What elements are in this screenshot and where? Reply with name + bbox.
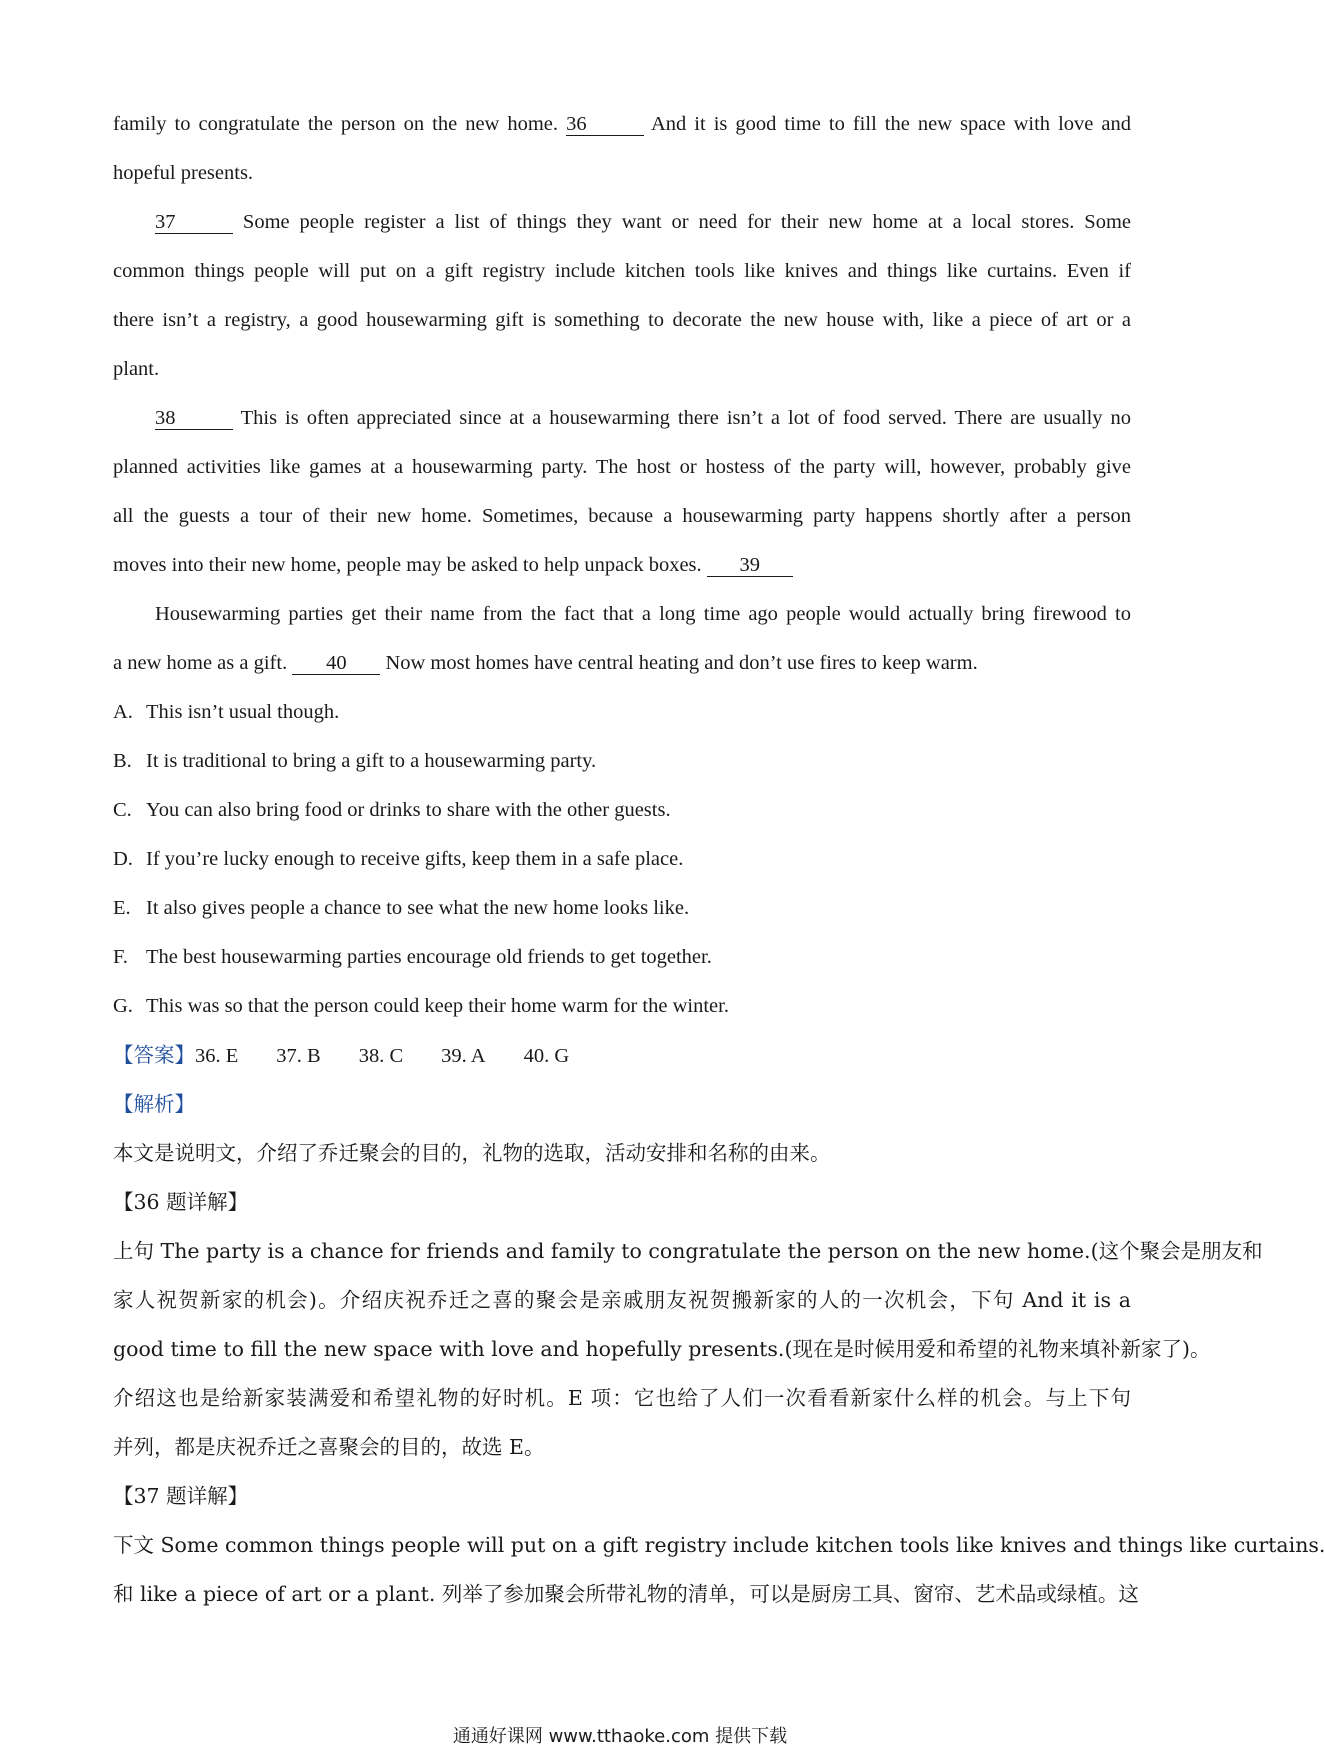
answer-item: 38. C [358, 1045, 404, 1067]
analysis-line: 并列，都是庆祝乔迁之喜聚会的目的，故选 E。 [113, 1435, 545, 1459]
page-footer: 通通好课网 www.tthaoke.com 提供下载 [452, 1726, 788, 1747]
answer-item: 39. A [441, 1045, 486, 1067]
option-letter: C. [113, 799, 132, 821]
option-letter: G. [113, 995, 133, 1017]
option-text: This was so that the person could keep their home warm for the winter. [146, 995, 729, 1017]
answer-item: 37. B [276, 1045, 321, 1067]
passage-text: This is often appreciated since at a housewarming there isn’t a lot of food served. There are usually no [233, 407, 1131, 429]
option-text: It is traditional to bring a gift to a housewarming party. [146, 750, 597, 772]
blank-36: 36 [566, 113, 644, 136]
analysis-line: good time to fill the new space with love and hopefully presents.(现在是时候用爱和希望的礼物来填补新家了)。 [113, 1337, 1211, 1361]
passage-text: moves into their new home, people may be asked to help unpack boxes. [113, 554, 707, 576]
q37-title: 【37 题详解】 [113, 1484, 249, 1508]
passage-line [113, 394, 1131, 443]
option-text: If you’re lucky enough to receive gifts, keep them in a safe place. [146, 848, 684, 870]
option-item [113, 982, 1131, 1031]
answer-key-line [113, 1031, 1131, 1080]
analysis-line: 下文 Some common things people will put on a gift registry include kitchen tools like knives and things like curtains. [113, 1533, 1325, 1557]
analysis-summary: 本文是说明文，介绍了乔迁聚会的目的，礼物的选取，活动安排和名称的由来。 [113, 1141, 831, 1165]
option-text: This isn’t usual though. [146, 701, 340, 723]
analysis-line: 家人祝贺新家的机会)。介绍庆祝乔迁之喜的聚会是亲戚朋友祝贺搬新家的人的一次机会，下句 And it is a [113, 1288, 1131, 1312]
passage-line: plant. [113, 358, 160, 380]
option-item [113, 688, 1131, 737]
option-item [113, 884, 1131, 933]
passage-text: family to congratulate the person on the new home. [113, 113, 567, 135]
option-item [113, 835, 1131, 884]
passage-line [113, 541, 1131, 590]
blank-39: 39 [707, 554, 793, 577]
option-text: The best housewarming parties encourage old friends to get together. [146, 946, 712, 968]
blank-40: 40 [292, 652, 380, 675]
analysis-line: 上句 The party is a chance for friends and family to congratulate the person on the new home.(这个聚会是朋友和 [113, 1239, 1263, 1263]
passage-line: hopeful presents. [113, 162, 254, 184]
answer-label: 【答案】 [113, 1043, 195, 1067]
blank-38: 38 [155, 407, 233, 430]
q36-title: 【36 题详解】 [113, 1190, 249, 1214]
passage-line [113, 639, 1131, 688]
answer-item: 40. G [523, 1045, 570, 1067]
option-letter: E. [113, 897, 131, 919]
passage-text: And it is good time to fill the new space with love and [644, 113, 1131, 135]
analysis-line: 和 like a piece of art or a plant. 列举了参加聚会所带礼物的清单，可以是厨房工具、窗帘、艺术品或绿植。这 [113, 1582, 1139, 1606]
answer-item: 36. E [195, 1045, 239, 1067]
option-text: It also gives people a chance to see what the new home looks like. [146, 897, 690, 919]
option-item [113, 737, 1131, 786]
passage-text: a new home as a gift. [113, 652, 293, 674]
passage-line: planned activities like games at a housewarming party. The host or hostess of the party will, however, probably give [113, 456, 1131, 478]
passage-line [113, 100, 1131, 149]
passage-line: common things people will put on a gift registry include kitchen tools like knives and things like curtains. Even if [113, 260, 1131, 282]
option-text: You can also bring food or drinks to share with the other guests. [146, 799, 671, 821]
passage-text: Some people register a list of things they want or need for their new home at a local stores. Some [233, 211, 1131, 233]
analysis-line: 介绍这也是给新家装满爱和希望礼物的好时机。E 项：它也给了人们一次看看新家什么样的机会。与上下句 [113, 1386, 1131, 1410]
passage-line: Housewarming parties get their name from the fact that a long time ago people would actually bring firewood to [155, 603, 1131, 625]
document-page [113, 100, 1325, 1619]
passage-line: all the guests a tour of their new home. Sometimes, because a housewarming party happens shortly after a person [113, 505, 1131, 527]
option-letter: B. [113, 750, 132, 772]
option-letter: F. [113, 946, 128, 968]
passage-line: there isn’t a registry, a good housewarming gift is something to decorate the new house with, like a piece of art or a [113, 309, 1131, 331]
passage-line [113, 198, 1131, 247]
option-item [113, 933, 1131, 982]
option-letter: D. [113, 848, 133, 870]
option-item [113, 786, 1131, 835]
analysis-label: 【解析】 [113, 1092, 195, 1116]
blank-37: 37 [155, 211, 233, 234]
option-letter: A. [113, 701, 133, 723]
passage-text: Now most homes have central heating and don’t use fires to keep warm. [380, 652, 978, 674]
